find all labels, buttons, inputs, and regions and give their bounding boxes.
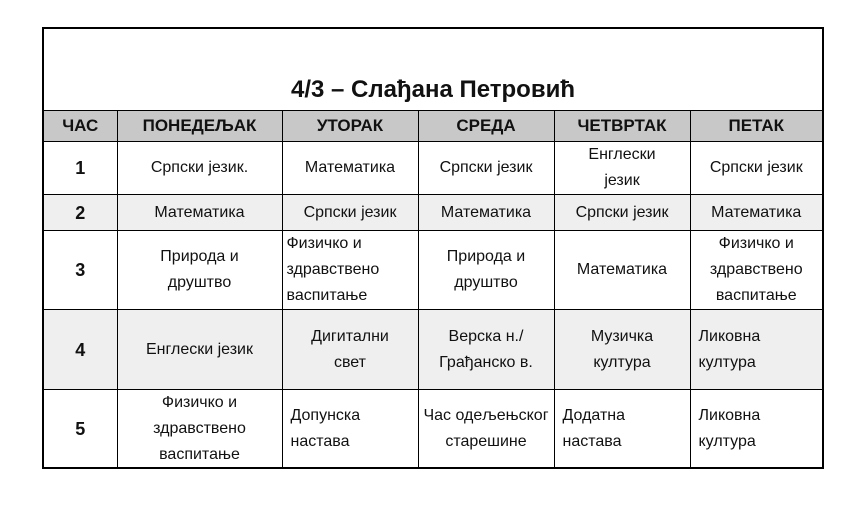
cell-monday: Физичко и здравствено васпитање	[117, 390, 282, 469]
timetable-frame	[42, 27, 824, 469]
cell-thursday: Додатна настава	[554, 390, 690, 469]
header-monday: ПОНЕДЕЉАК	[117, 111, 282, 142]
period-number: 2	[44, 195, 117, 231]
header-tuesday: УТОРАК	[282, 111, 418, 142]
cell-thursday: Музичка култура	[554, 310, 690, 390]
cell-monday: Природа и друштво	[117, 231, 282, 310]
period-number: 1	[44, 142, 117, 195]
cell-tuesday: Допунска настава	[282, 390, 418, 469]
period-number: 4	[44, 310, 117, 390]
cell-monday: Енглески језик	[117, 310, 282, 390]
cell-tuesday: Српски језик	[282, 195, 418, 231]
cell-monday: Математика	[117, 195, 282, 231]
cell-thursday: Математика	[554, 231, 690, 310]
cell-wednesday: Природа и друштво	[418, 231, 554, 310]
header-wednesday: СРЕДА	[418, 111, 554, 142]
cell-friday: Ликовна култура	[690, 390, 822, 469]
period-number: 5	[44, 390, 117, 469]
timetable	[44, 110, 822, 468]
table-row	[44, 390, 822, 469]
cell-thursday: Енглески језик	[554, 142, 690, 195]
cell-friday: Математика	[690, 195, 822, 231]
cell-tuesday: Физичко и здравствено васпитање	[282, 231, 418, 310]
cell-friday: Ликовна култура	[690, 310, 822, 390]
cell-tuesday: Математика	[282, 142, 418, 195]
cell-thursday: Српски језик	[554, 195, 690, 231]
header-row	[44, 111, 822, 142]
cell-wednesday: Српски језик	[418, 142, 554, 195]
cell-wednesday: Час одељењског старешине	[418, 390, 554, 469]
timetable-title: 4/3 – Слађана Петровић	[290, 76, 575, 103]
cell-wednesday: Верска н./Грађанско в.	[418, 310, 554, 390]
table-row	[44, 195, 822, 231]
cell-wednesday: Математика	[418, 195, 554, 231]
table-row	[44, 310, 822, 390]
table-row	[44, 142, 822, 195]
period-number: 3	[44, 231, 117, 310]
header-friday: ПЕТАК	[690, 111, 822, 142]
header-period: ЧАС	[44, 111, 117, 142]
cell-tuesday: Дигитални свет	[282, 310, 418, 390]
cell-friday: Физичко и здравствено васпитање	[690, 231, 822, 310]
table-row	[44, 231, 822, 310]
header-thursday: ЧЕТВРТАК	[554, 111, 690, 142]
cell-monday: Српски језик.	[117, 142, 282, 195]
cell-friday: Српски језик	[690, 142, 822, 195]
